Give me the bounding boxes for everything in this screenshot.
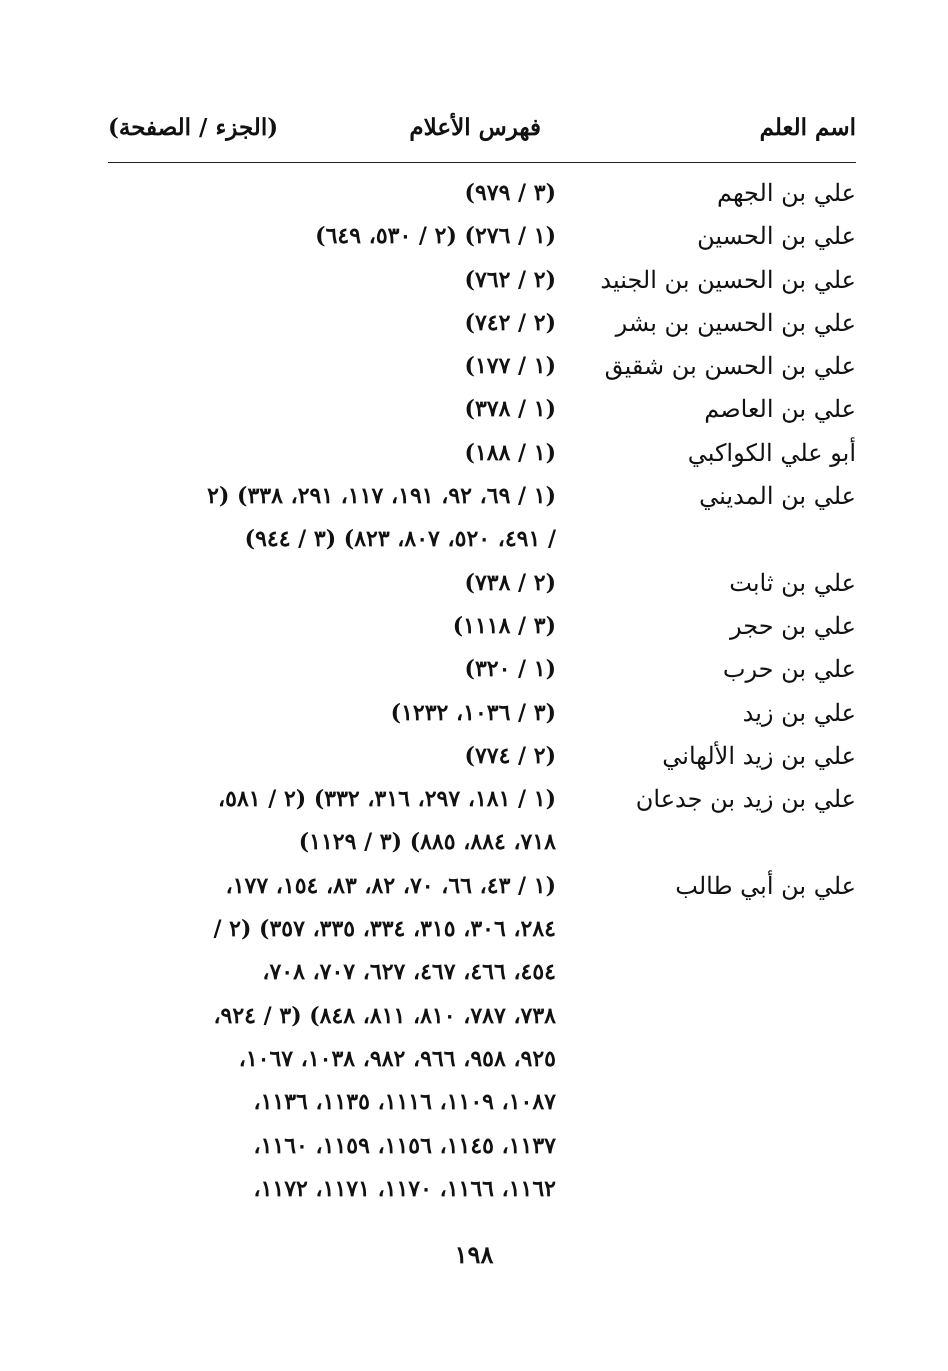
entry-name: علي بن حرب bbox=[722, 655, 856, 684]
header-divider bbox=[108, 162, 856, 163]
index-entries bbox=[108, 172, 856, 1211]
reference-line: (٢ / ٧٤٢) bbox=[464, 309, 556, 336]
entry-references bbox=[108, 302, 556, 345]
reference-line: (١ / ١٨١، ٢٩٧، ٣١٦، ٣٣٢) (٢ / ٥٨١، bbox=[218, 786, 556, 813]
entry-references bbox=[108, 735, 556, 778]
entry-name: علي بن زيد bbox=[742, 698, 856, 727]
index-entry bbox=[108, 215, 856, 258]
index-entry bbox=[108, 648, 856, 691]
entry-name: علي بن الجهم bbox=[717, 179, 856, 207]
index-entry bbox=[108, 692, 856, 735]
reference-line: (١ / ٣٢٠) bbox=[464, 656, 556, 683]
entry-name: علي بن زيد بن جدعان bbox=[635, 785, 856, 814]
entry-references bbox=[108, 432, 556, 475]
reference-line: (١ / ٤٣، ٦٦، ٧٠، ٨٢، ٨٣، ١٥٤، ١٧٧، bbox=[225, 872, 556, 899]
index-entry bbox=[108, 172, 856, 215]
reference-line: (١ / ٢٧٦) (٢ / ٥٣٠، ٦٤٩) bbox=[315, 223, 556, 250]
entry-references bbox=[108, 865, 556, 1211]
entry-references bbox=[108, 605, 556, 648]
reference-line: (٣ / ١١١٨) bbox=[452, 612, 556, 639]
entry-name: علي بن أبي طالب bbox=[675, 871, 856, 900]
ref-column-heading: (الجزء / الصفحة) bbox=[108, 114, 279, 141]
entry-name: أبو علي الكواكبي bbox=[687, 438, 856, 467]
entry-name: علي بن المديني bbox=[699, 482, 856, 511]
entry-references bbox=[108, 172, 556, 215]
reference-line: (١ / ١٨٨) bbox=[464, 439, 556, 466]
reference-line: (١ / ٦٩، ٩٢، ١٩١، ١١٧، ٢٩١، ٣٣٨) (٢ bbox=[207, 483, 556, 510]
reference-line: ١١٣٧، ١١٤٥، ١١٥٦، ١١٥٩، ١١٦٠، bbox=[253, 1132, 556, 1159]
entry-name: علي بن الحسين bbox=[697, 222, 856, 251]
entry-references bbox=[108, 692, 556, 735]
index-entry bbox=[108, 735, 856, 778]
index-entry bbox=[108, 432, 856, 475]
reference-line: ٤٥٤، ٤٦٦، ٤٦٧، ٦٢٧، ٧٠٧، ٧٠٨، bbox=[262, 959, 556, 986]
reference-line: (٢ / ٧٦٢) bbox=[464, 266, 556, 293]
index-entry bbox=[108, 778, 856, 865]
index-entry bbox=[108, 475, 856, 562]
reference-line: (٢ / ٧٣٨) bbox=[464, 569, 556, 596]
reference-line: ٧٣٨، ٧٨٧، ٨١٠، ٨١١، ٨٤٨) (٣ / ٩٢٤، bbox=[213, 1002, 556, 1029]
reference-line: (١ / ١٧٧) bbox=[464, 353, 556, 380]
entry-references bbox=[108, 259, 556, 302]
index-entry bbox=[108, 388, 856, 431]
reference-line: ١٠٨٧، ١١٠٩، ١١١٦، ١١٣٥، ١١٣٦، bbox=[253, 1089, 556, 1116]
reference-line: ٢٨٤، ٣٠٦، ٣١٥، ٣٣٤، ٣٣٥، ٣٥٧) (٢ / bbox=[213, 916, 556, 943]
entry-name: علي بن الحسن بن شقيق bbox=[604, 352, 856, 381]
index-entry bbox=[108, 345, 856, 388]
entry-references bbox=[108, 562, 556, 605]
index-entry bbox=[108, 259, 856, 302]
entry-references bbox=[108, 215, 556, 258]
entry-name: علي بن حجر bbox=[729, 611, 856, 640]
entry-references bbox=[108, 778, 556, 865]
entry-references bbox=[108, 345, 556, 388]
index-entry bbox=[108, 865, 856, 1211]
entry-name: علي بن الحسين بن الجنيد bbox=[600, 265, 856, 294]
reference-line: / ٤٩١، ٥٢٠، ٨٠٧، ٨٢٣) (٣ / ٩٤٤) bbox=[244, 526, 556, 553]
reference-line: (١ / ٣٧٨) bbox=[464, 396, 556, 423]
page-header bbox=[108, 114, 856, 158]
reference-line: ١١٦٢، ١١٦٦، ١١٧٠، ١١٧١، ١١٧٢، bbox=[253, 1175, 556, 1202]
name-column-heading: اسم العلم bbox=[759, 114, 856, 141]
reference-line: (٣ / ١٠٣٦، ١٢٣٢) bbox=[390, 699, 556, 726]
reference-line: (٢ / ٧٧٤) bbox=[464, 742, 556, 769]
index-entry bbox=[108, 302, 856, 345]
reference-line: ٩٢٥، ٩٥٨، ٩٦٦، ٩٨٢، ١٠٣٨، ١٠٦٧، bbox=[238, 1045, 556, 1072]
reference-line: ٧١٨، ٨٨٤، ٨٨٥) (٣ / ١١٢٩) bbox=[298, 829, 556, 856]
index-entry bbox=[108, 605, 856, 648]
page-number: ١٩٨ bbox=[454, 1240, 494, 1269]
entry-references bbox=[108, 648, 556, 691]
entry-references bbox=[108, 388, 556, 431]
entry-name: علي بن ثابت bbox=[729, 568, 856, 597]
index-title: فهرس الأعلام bbox=[409, 114, 541, 141]
reference-line: (٣ / ٩٧٩) bbox=[464, 180, 556, 206]
index-entry bbox=[108, 562, 856, 605]
entry-name: علي بن الحسين بن بشر bbox=[615, 308, 856, 337]
entry-references bbox=[108, 475, 556, 562]
entry-name: علي بن زيد الألهاني bbox=[662, 741, 856, 770]
entry-name: علي بن العاصم bbox=[704, 395, 856, 424]
